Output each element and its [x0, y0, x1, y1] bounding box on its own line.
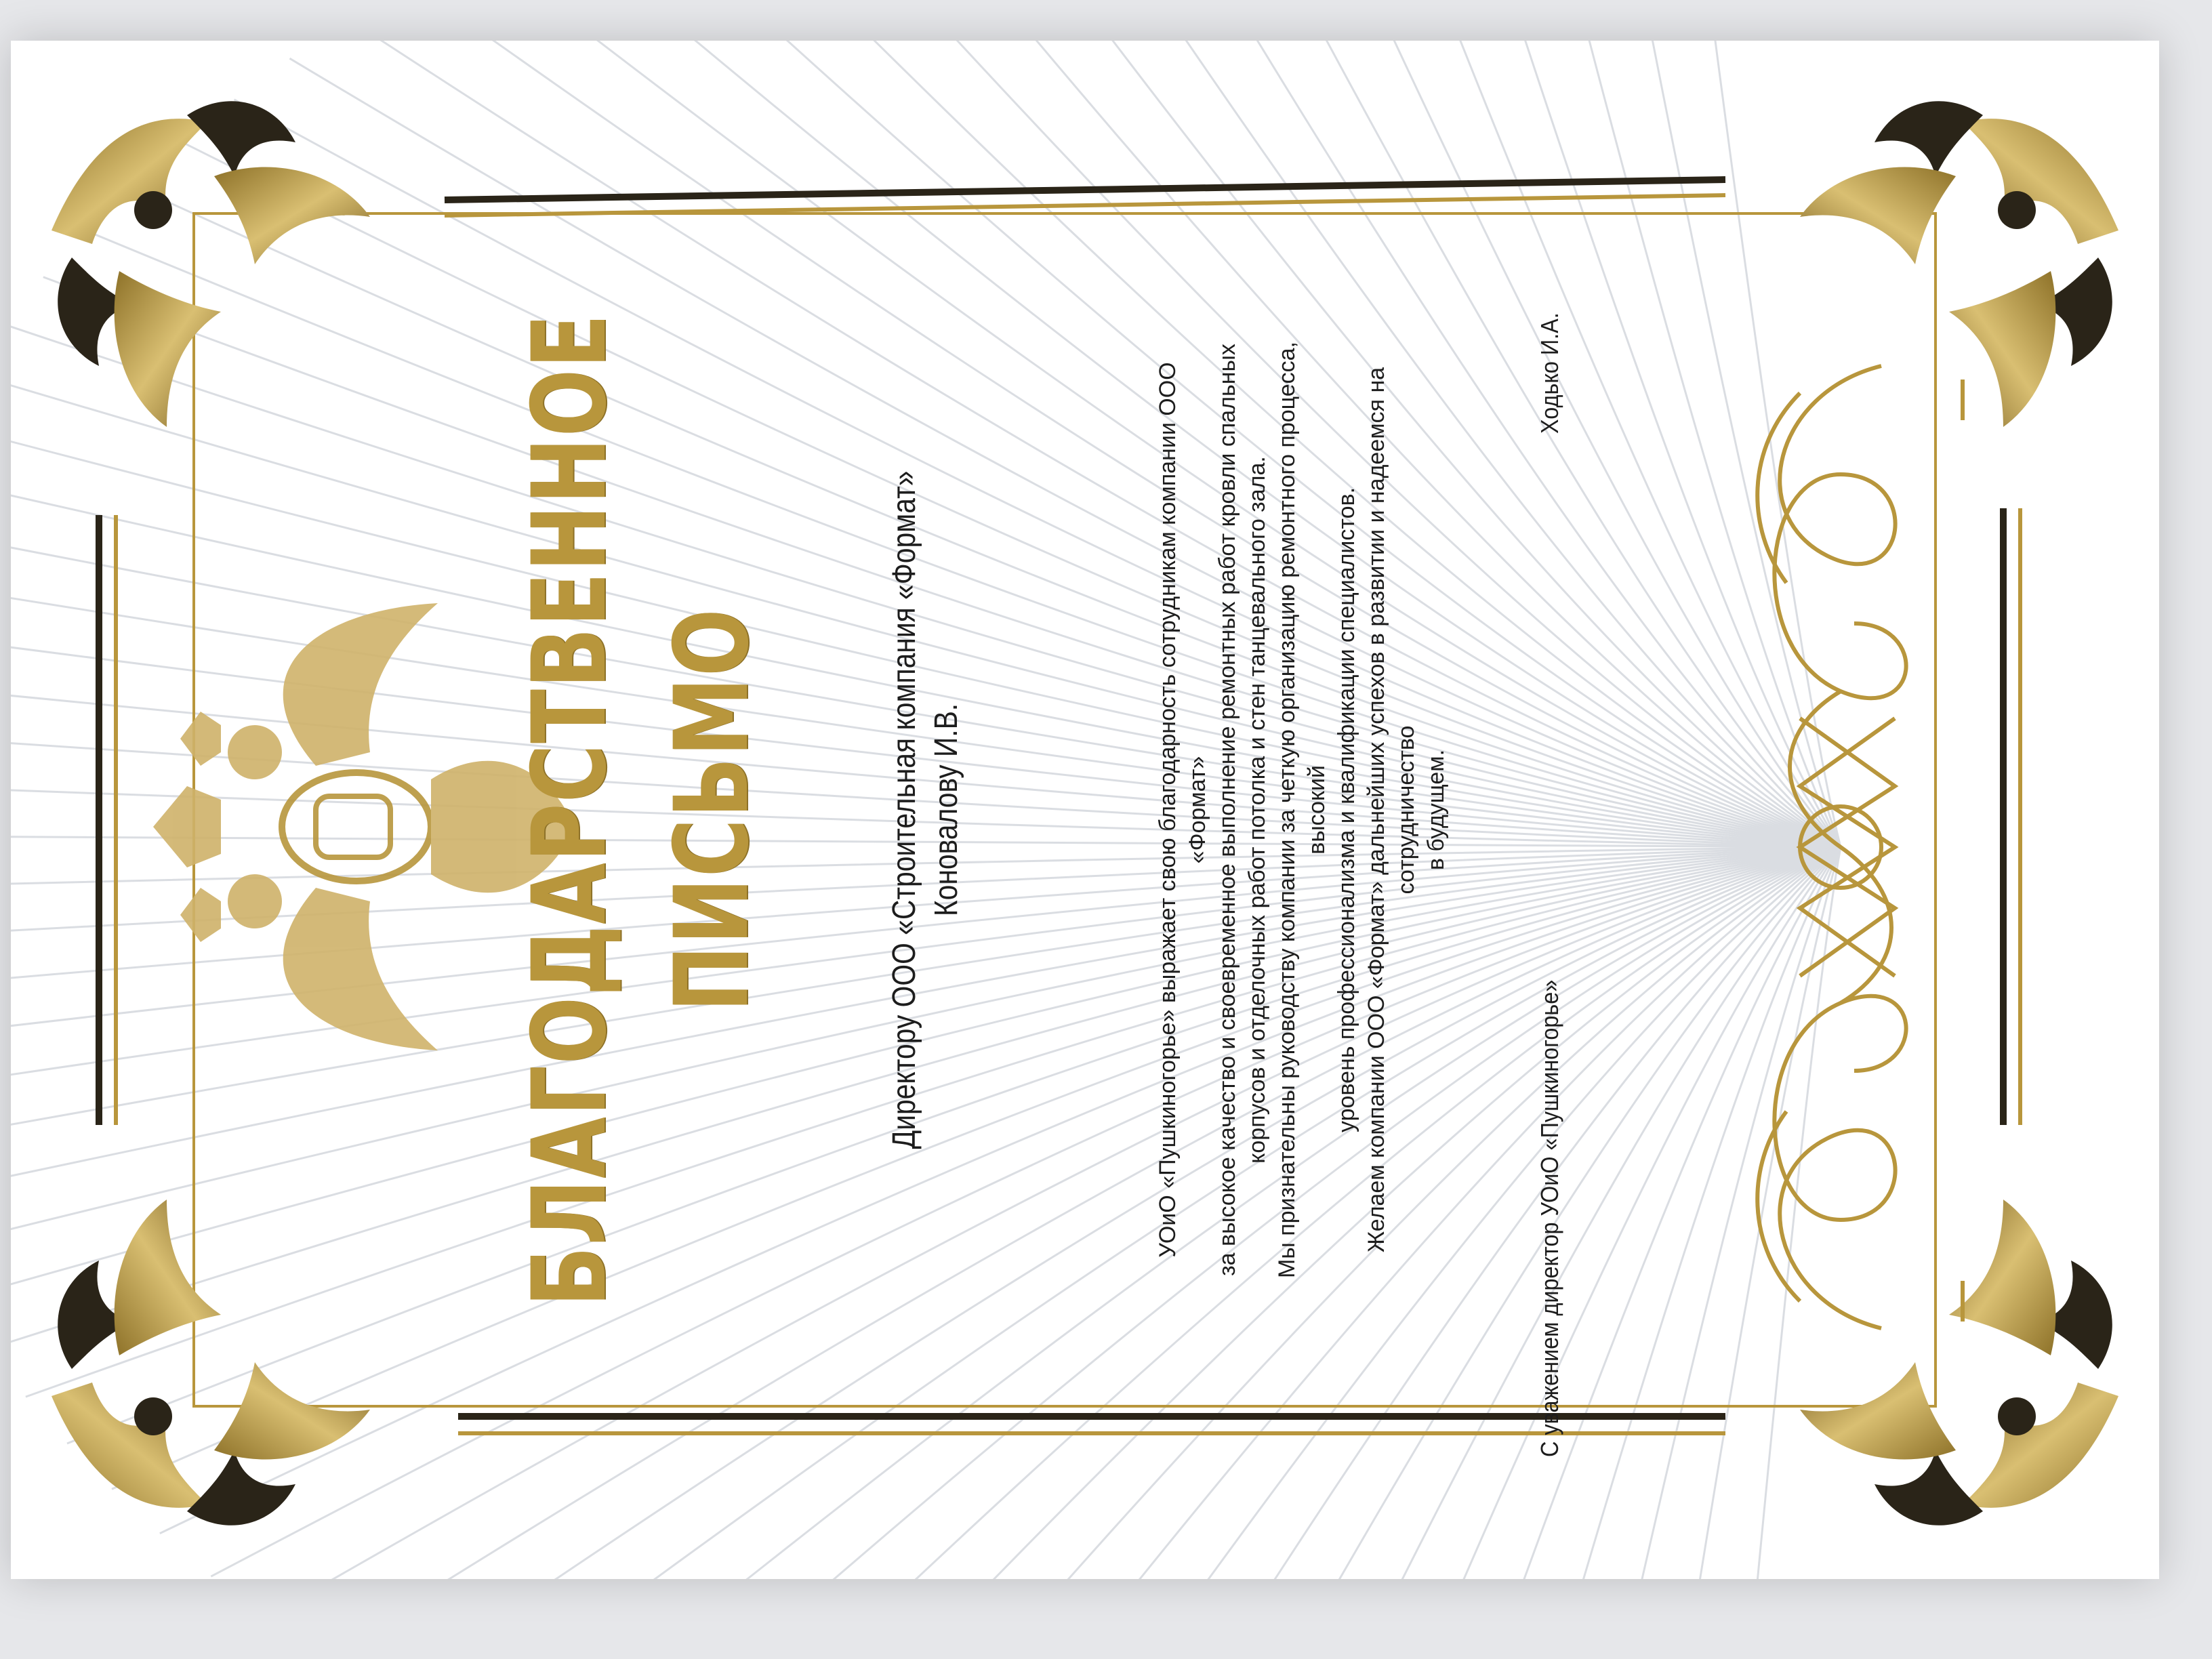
body-line: уровень профессионализма и квалификации специалистов.: [1334, 487, 1359, 1133]
body-line: за высокое качество и своевременное выполнение ремонтных работ кровли спальных: [1214, 344, 1240, 1276]
certificate-subtitle: ПИСЬМО: [653, 607, 771, 1012]
body-line: УОиО «Пушкиногорье» выражает свою благодарность сотрудникам компании ООО «Формат»: [1155, 362, 1210, 1258]
body-line: Желаем компании ООО «Формат» дальнейших успехов в развитии и надеемся на сотрудничество: [1364, 367, 1419, 1253]
certificate-title: БЛАГОДАРСТВЕННОЕ: [511, 312, 629, 1307]
body-line: в будущем.: [1423, 749, 1449, 871]
certificate-sheet: [11, 41, 2159, 1579]
body-line: Мы признательны руководству компании за четкую организацию ремонтного процесса, высокий: [1274, 342, 1330, 1279]
recipient-name: Коновалову И.В.: [928, 703, 964, 917]
closing-line: С уважением директор УОиО «Пушкиногорье»: [1536, 979, 1563, 1457]
signer-name: Ходько И.А.: [1536, 312, 1563, 434]
body-line: корпусов и отделочных работ потолка и стен танцевального зала.: [1244, 456, 1270, 1164]
letter-body: [1153, 339, 1451, 1281]
certificate-content: [11, 41, 2159, 1579]
recipient-position: Директору ООО «Строительная компания «Формат»: [886, 470, 922, 1149]
